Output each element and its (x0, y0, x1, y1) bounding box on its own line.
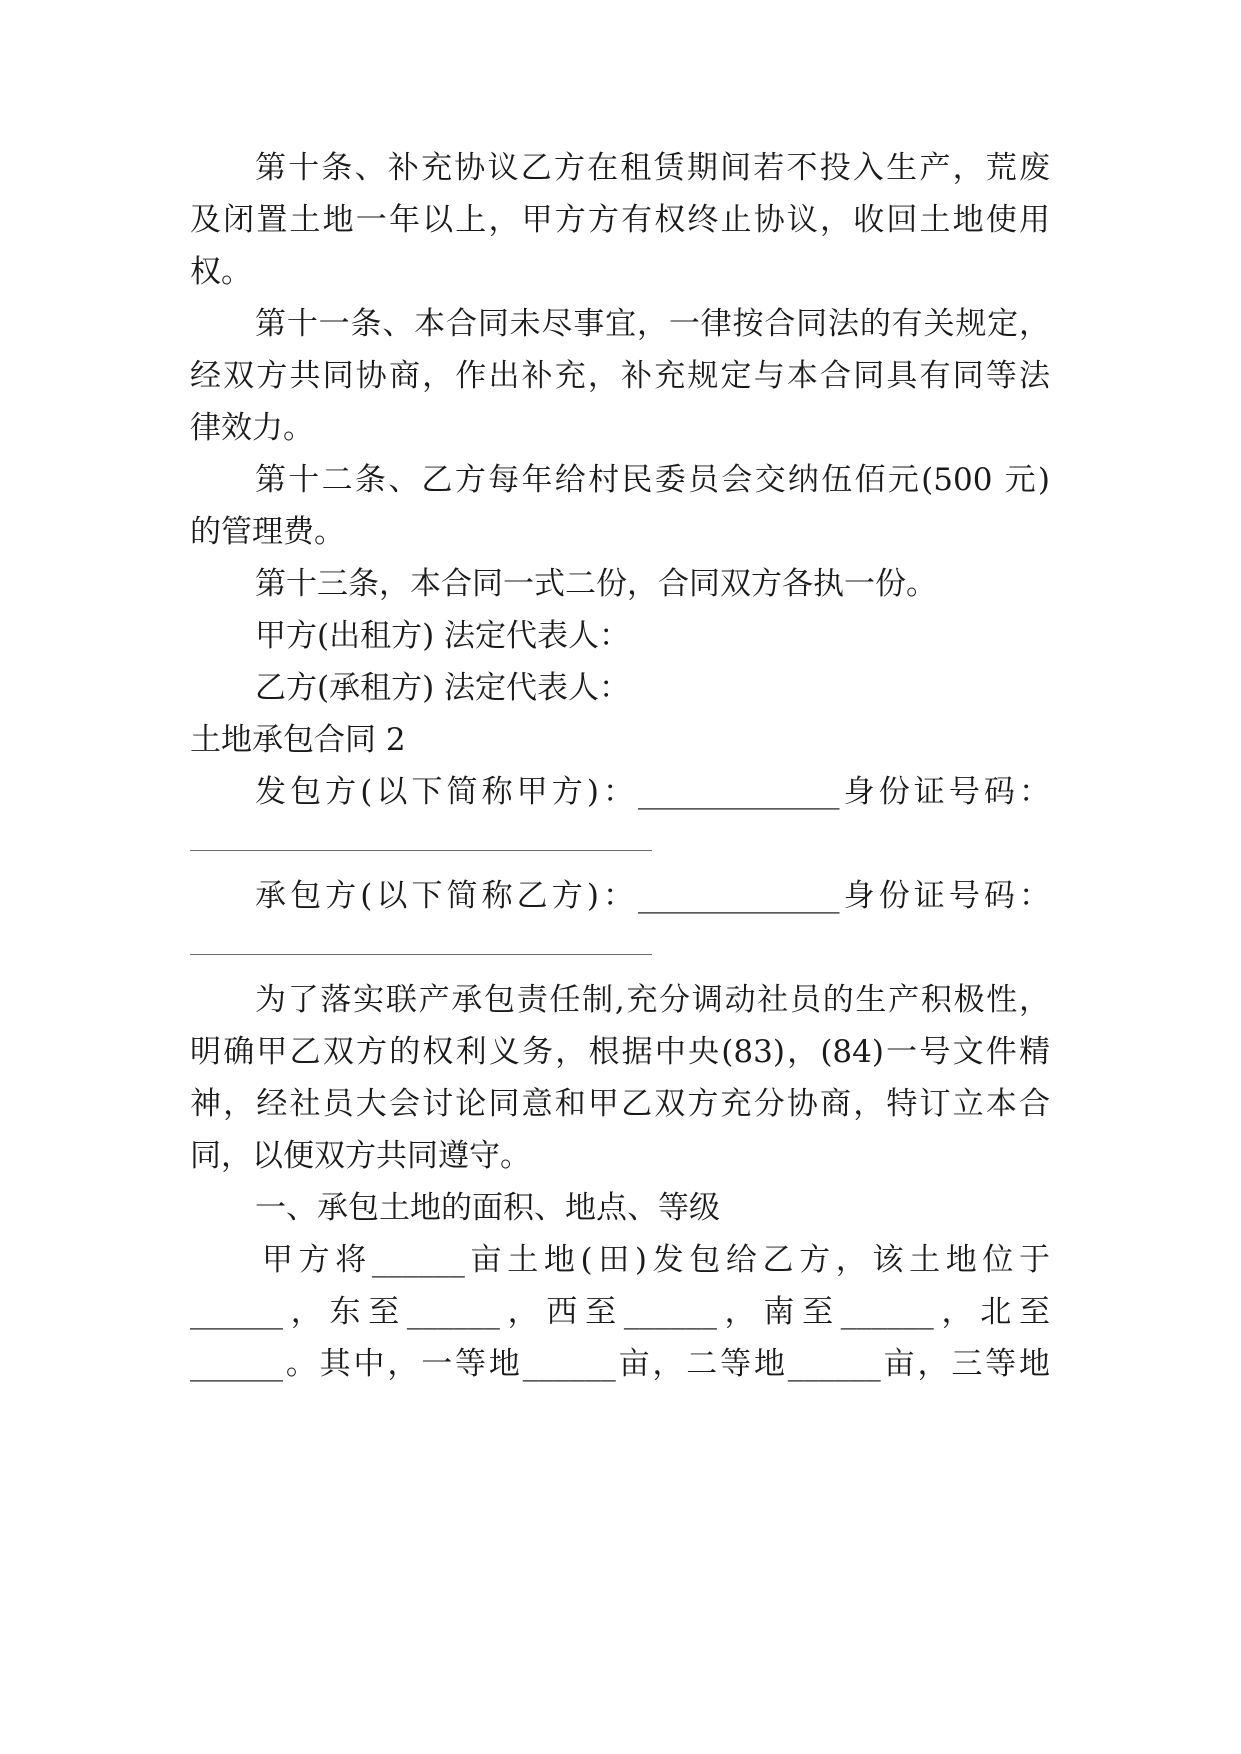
preamble-line-3: 神，经社员大会讨论同意和甲乙双方充分协商，特订立本合 (190, 1086, 1050, 1122)
article-11-line-1: 第十一条、本合同未尽事宜，一律按合同法的有关规定， (255, 306, 1050, 342)
article-11-line-2: 经双方共同协商，作出补充，补充规定与本合同具有同等法 (190, 358, 1050, 394)
article-12-line-2: 的管理费。 (190, 514, 345, 550)
receiver-id-blank-rule (190, 954, 652, 955)
contractor-issuer-line: 发包方(以下简称甲方)：_____________身份证号码： (255, 774, 1050, 810)
land-clause-line-3: ______。其中，一等地______亩，二等地______亩，三等地 (190, 1346, 1050, 1382)
article-10-line-1: 第十条、补充协议乙方在租赁期间若不投入生产，荒废 (255, 150, 1050, 186)
article-11-line-3: 律效力。 (190, 410, 314, 446)
preamble-line-2: 明确甲乙双方的权利义务，根据中央(83)，(84)一号文件精 (190, 1034, 1050, 1070)
preamble-line-1: 为了落实联产承包责任制,充分调动社员的生产积极性， (255, 982, 1050, 1018)
article-13-line: 第十三条，本合同一式二份，合同双方各执一份。 (255, 566, 937, 602)
contractor-receiver-line: 承包方(以下简称乙方)：_____________身份证号码： (255, 878, 1050, 914)
party-a-signature-line: 甲方(出租方) 法定代表人： (255, 618, 631, 654)
land-clause-line-1: 甲方将______亩土地(田)发包给乙方，该土地位于 (262, 1242, 1050, 1278)
contract-2-heading: 土地承包合同 2 (190, 722, 406, 758)
issuer-id-blank-rule (190, 850, 652, 851)
section-1-heading: 一、承包土地的面积、地点、等级 (255, 1190, 720, 1226)
article-10-line-3: 权。 (190, 254, 252, 290)
article-12-line-1: 第十二条、乙方每年给村民委员会交纳伍佰元(500 元) (255, 462, 1050, 498)
party-b-signature-line: 乙方(承租方) 法定代表人： (255, 670, 631, 706)
land-clause-line-2: ______，东至______，西至______，南至______，北至 (190, 1294, 1050, 1330)
article-10-line-2: 及闭置土地一年以上，甲方方有权终止协议，收回土地使用 (190, 202, 1050, 238)
preamble-line-4: 同，以便双方共同遵守。 (190, 1138, 531, 1174)
